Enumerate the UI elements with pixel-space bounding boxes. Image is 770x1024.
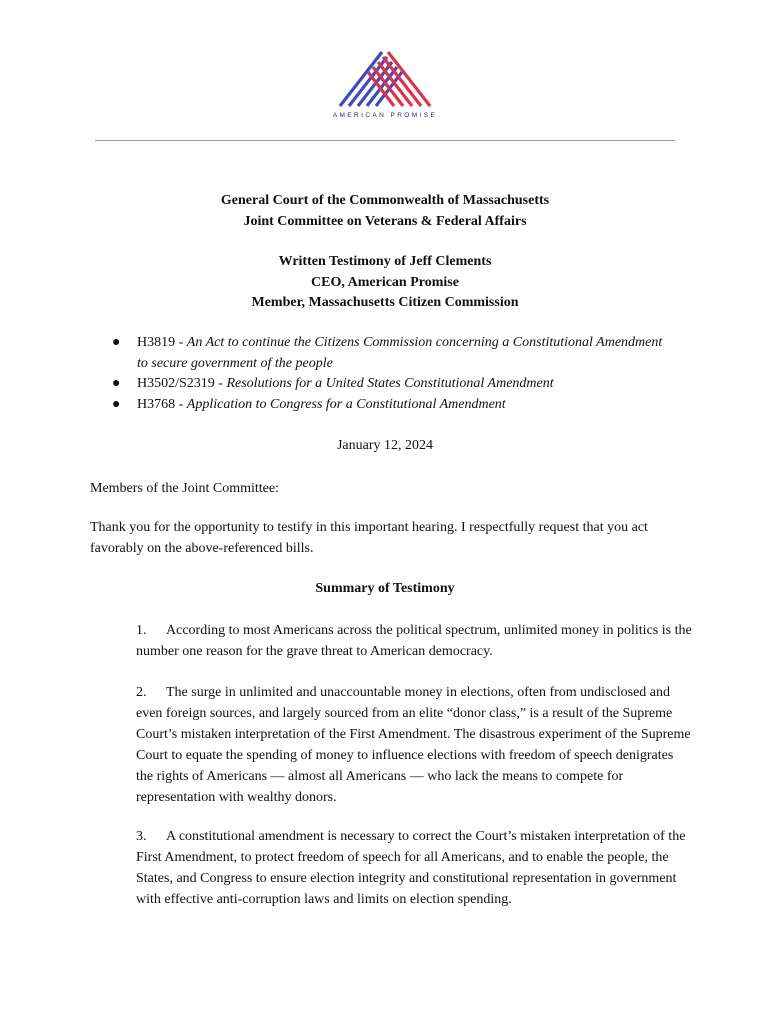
intro-paragraph: Thank you for the opportunity to testify in this important hearing. I respectfully request that you act favorably on the above-referenced bills. <box>90 520 648 556</box>
point-text: A constitutional amendment is necessary to correct the Court’s mistaken interpretation of the First Amendment, to protect freedom of speech for all Americans, and to enable the people, the States, and Congress to ensure election integrity and constitutional representation in government with effective anti-corruption laws and limits on election spending. <box>136 829 686 907</box>
bill-title: Resolutions for a United States Constitutional Amendment <box>226 376 554 391</box>
salutation: Members of the Joint Committee: <box>90 481 279 496</box>
point-number: 2. <box>136 685 147 700</box>
bill-code: H3819 <box>137 335 176 350</box>
bill-separator: - <box>175 396 187 412</box>
testimony-title: Written Testimony of Jeff Clements <box>278 254 492 269</box>
bill-title: Application to Congress for a Constitutional Amendment <box>186 396 506 412</box>
american-promise-logo <box>330 48 440 128</box>
author-membership: Member, Massachusetts Citizen Commission <box>251 295 519 310</box>
author-title: CEO, American Promise <box>311 275 459 290</box>
bill-separator: - <box>175 335 187 350</box>
bill-code: H3768 <box>137 396 176 412</box>
court-title: General Court of the Commonwealth of Massachusetts <box>220 193 550 208</box>
summary-point <box>136 620 692 662</box>
point-text: According to most Americans across the political spectrum, unlimited money in politics is the number one reason for the grave threat to American democracy. <box>136 623 692 659</box>
summary-point <box>136 682 692 808</box>
logo-text: AMERICAN PROMISE <box>332 112 438 119</box>
bill-title: An Act to continue the Citizens Commission concerning a Constitutional Amendment to secure government of the people <box>137 335 663 371</box>
bill-list <box>112 333 672 415</box>
list-item <box>112 333 672 374</box>
bill-separator: - <box>214 376 227 391</box>
point-text: The surge in unlimited and unaccountable money in elections, often from undisclosed and even foreign sources, and largely sourced from an elite “donor class,” is a result of the Supreme Court’s mistaken interpretation of the First Amendment. The disastrous experiment of the Supreme Court to equate the spending of money to influence elections with freedom of speech denigrates the rights of Americans — almost all Americans — who lack the means to compete for representation with wealthy donors. <box>136 685 691 805</box>
summary-heading: Summary of Testimony <box>315 581 455 596</box>
list-item <box>112 374 672 395</box>
header-divider <box>95 140 675 141</box>
bullet: ● <box>112 396 121 412</box>
american-promise-stripes-icon <box>338 48 432 108</box>
point-number: 1. <box>136 623 147 638</box>
committee-title: Joint Committee on Veterans & Federal Affairs <box>243 214 527 229</box>
list-item <box>112 395 672 416</box>
bill-code: H3502/S2319 <box>137 376 215 391</box>
summary-point <box>136 826 692 910</box>
point-number: 3. <box>136 829 147 844</box>
bullet: ● <box>112 335 121 350</box>
testimony-date: January 12, 2024 <box>336 438 434 453</box>
bullet: ● <box>112 376 121 391</box>
